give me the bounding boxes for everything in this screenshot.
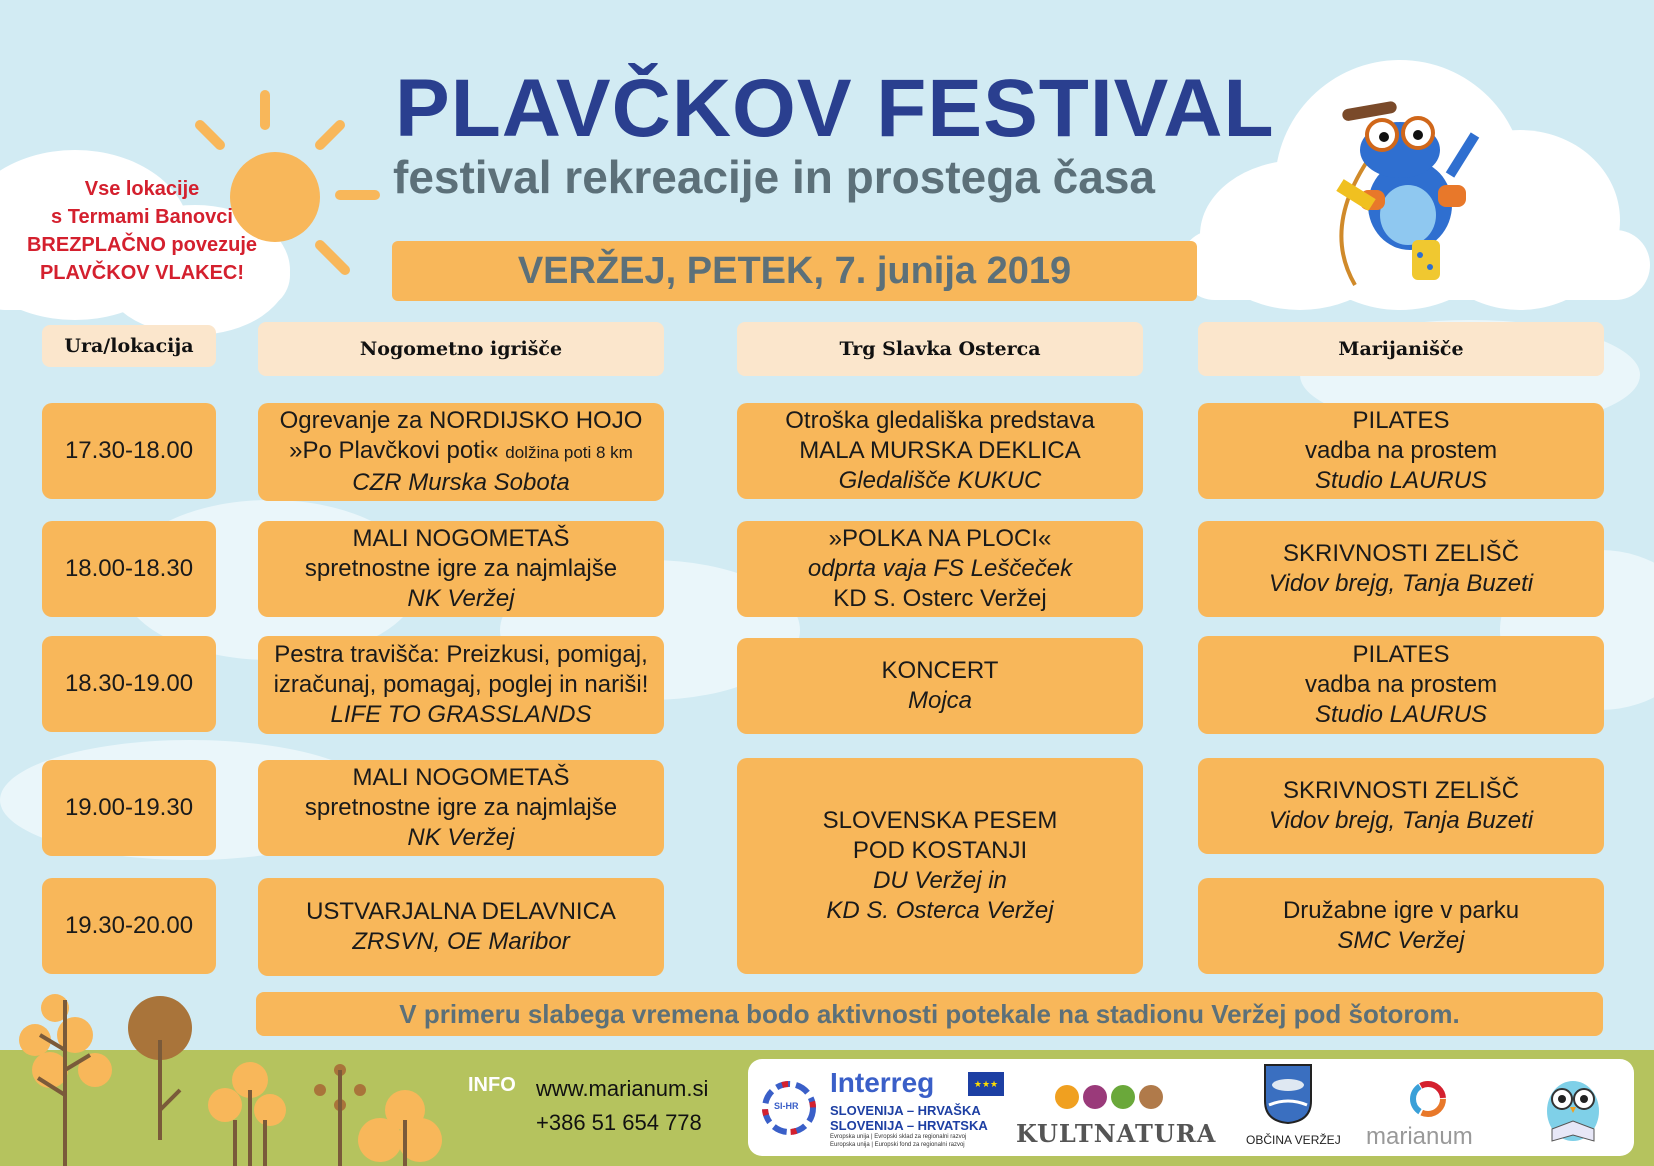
- activity-title: Pestra travišča: Preizkusi, pomigaj,: [274, 641, 648, 668]
- activity-organizer: SMC Veržej: [1337, 927, 1465, 954]
- header-marijanisce: Marijanišče: [1198, 322, 1604, 376]
- interreg-fine: Europska unija | Europski fond za regionalni razvoj: [830, 1142, 965, 1148]
- activity-cell: [258, 521, 664, 617]
- activity-title: Družabne igre v parku: [1282, 897, 1520, 924]
- phone-number[interactable]: +386 51 654 778: [536, 1110, 702, 1135]
- owl-icon: [1538, 1069, 1608, 1147]
- activity-organizer: Vidov brejg, Tanja Buzeti: [1268, 807, 1534, 834]
- interreg-fine: Evropska unija | Evropski sklad za regionalni razvoj: [830, 1134, 967, 1140]
- activity-organizer: Studio LAURUS: [1314, 467, 1488, 494]
- header-time-location: Ura/lokacija: [42, 325, 216, 367]
- tree-icon: [10, 990, 450, 1166]
- activity-cell: [1198, 521, 1604, 617]
- activity-organizer: LIFE TO GRASSLANDS: [330, 701, 592, 728]
- activity-title: MALI NOGOMETAŠ: [352, 764, 570, 791]
- interreg-badge: SI-HR: [774, 1101, 799, 1111]
- notice-line: Vse lokacije: [84, 178, 200, 200]
- activity-subtitle: izračunaj, pomagaj, poglej in nariši!: [273, 671, 649, 698]
- obcina-label: OBČINA VERŽEJ: [1246, 1133, 1341, 1147]
- time-slot: 18.30-19.00: [42, 636, 216, 732]
- activity-subtitle: spretnostne igre za najmlajše: [304, 555, 618, 582]
- notice-line: s Termami Banovci: [51, 206, 233, 228]
- activity-subtitle: POD KOSTANJI: [852, 837, 1028, 864]
- activity-subtitle: »Po Plavčkovi poti«: [289, 437, 499, 464]
- info-label: INFO: [468, 1074, 516, 1096]
- activity-organizer: CZR Murska Sobota: [352, 469, 570, 496]
- frog-mascot-icon: [1300, 95, 1520, 290]
- activity-subtitle: vadba na prostem: [1304, 437, 1498, 464]
- notice-line: BREZPLAČNO povezuje: [26, 234, 258, 256]
- interreg-name: Interreg: [830, 1067, 935, 1098]
- activity-cell: [1198, 878, 1604, 974]
- activity-title: Otroška gledališka predstava: [785, 407, 1095, 434]
- activity-title: SKRIVNOSTI ZELIŠČ: [1282, 777, 1520, 804]
- activity-subtitle: spretnostne igre za najmlajše: [304, 794, 618, 821]
- activity-cell: [737, 521, 1143, 617]
- activity-title: Ogrevanje za NORDIJSKO HOJO: [279, 407, 643, 434]
- activity-title: PILATES: [1352, 641, 1450, 668]
- activity-organizer: Gledališče KUKUC: [838, 467, 1042, 494]
- activity-title: SKRIVNOSTI ZELIŠČ: [1282, 540, 1520, 567]
- time-slot: 19.30-20.00: [42, 878, 216, 974]
- header-nogometno: Nogometno igrišče: [258, 322, 664, 376]
- activity-title: »POLKA NA PLOCI«: [828, 525, 1052, 552]
- activity-detail: [289, 436, 633, 468]
- shuttle-notice: [8, 175, 276, 287]
- activity-organizer: KD S. Osterc Veržej: [833, 585, 1047, 612]
- contact-block: [536, 1072, 708, 1140]
- activity-organizer: NK Veržej: [407, 824, 515, 851]
- activity-organizer: ZRSVN, OE Maribor: [352, 928, 570, 955]
- time-slot: 19.00-19.30: [42, 760, 216, 856]
- activity-subtitle: MALA MURSKA DEKLICA: [799, 437, 1081, 464]
- page-subtitle: festival rekreacije in prostega časa: [393, 151, 1155, 203]
- activity-title: SLOVENSKA PESEM: [822, 807, 1058, 834]
- activity-subtitle: odprta vaja FS Leščeček: [807, 555, 1073, 582]
- time-slot: 18.00-18.30: [42, 521, 216, 617]
- activity-cell: [737, 638, 1143, 734]
- activity-cell: [258, 403, 664, 501]
- activity-cell: [258, 636, 664, 734]
- activity-cell: [1198, 403, 1604, 499]
- activity-cell: [258, 760, 664, 856]
- activity-title: MALI NOGOMETAŠ: [352, 525, 570, 552]
- interreg-line: SLOVENIJA – HRVAŠKA: [830, 1103, 981, 1118]
- weather-note: V primeru slabega vremena bodo aktivnosti potekale na stadionu Veržej pod šotorom.: [256, 992, 1603, 1036]
- route-length: dolžina poti 8 km: [505, 443, 633, 462]
- activity-cell: [737, 403, 1143, 499]
- fish-crest-icon: [1263, 1063, 1313, 1125]
- eu-flag-icon: ★★★: [968, 1072, 1004, 1096]
- event-date: VERŽEJ, PETEK, 7. junija 2019: [392, 241, 1197, 301]
- activity-cell: [1198, 636, 1604, 734]
- activity-organizer: Vidov brejg, Tanja Buzeti: [1268, 570, 1534, 597]
- activity-title: PILATES: [1352, 407, 1450, 434]
- activity-organizer: DU Veržej in: [873, 867, 1007, 894]
- sponsor-logos: [748, 1059, 1634, 1156]
- time-slot: 17.30-18.00: [42, 403, 216, 499]
- activity-title: KONCERT: [881, 657, 999, 684]
- activity-organizer: Mojca: [907, 687, 973, 714]
- activity-subtitle: vadba na prostem: [1304, 671, 1498, 698]
- interreg-line: SLOVENIJA – HRVATSKA: [830, 1118, 988, 1133]
- page-title: PLAVČKOV FESTIVAL: [395, 63, 1275, 154]
- activity-organizer: NK Veržej: [407, 585, 515, 612]
- header-trg: Trg Slavka Osterca: [737, 322, 1143, 376]
- marianum-ring-icon: [1408, 1079, 1448, 1119]
- website-link[interactable]: www.marianum.si: [536, 1076, 709, 1101]
- activity-title: USTVARJALNA DELAVNICA: [306, 898, 616, 925]
- activity-cell: [1198, 758, 1604, 854]
- notice-line: PLAVČKOV VLAKEC!: [39, 262, 245, 284]
- activity-organizer: KD S. Osterca Veržej: [826, 897, 1054, 924]
- kultnatura-icons: [1053, 1083, 1173, 1111]
- activity-cell: [737, 758, 1143, 974]
- activity-organizer: Studio LAURUS: [1314, 701, 1488, 728]
- marianum-logo: marianum: [1366, 1123, 1473, 1150]
- kultnatura-logo: KULTNATURA: [1016, 1119, 1217, 1148]
- activity-cell: [258, 878, 664, 976]
